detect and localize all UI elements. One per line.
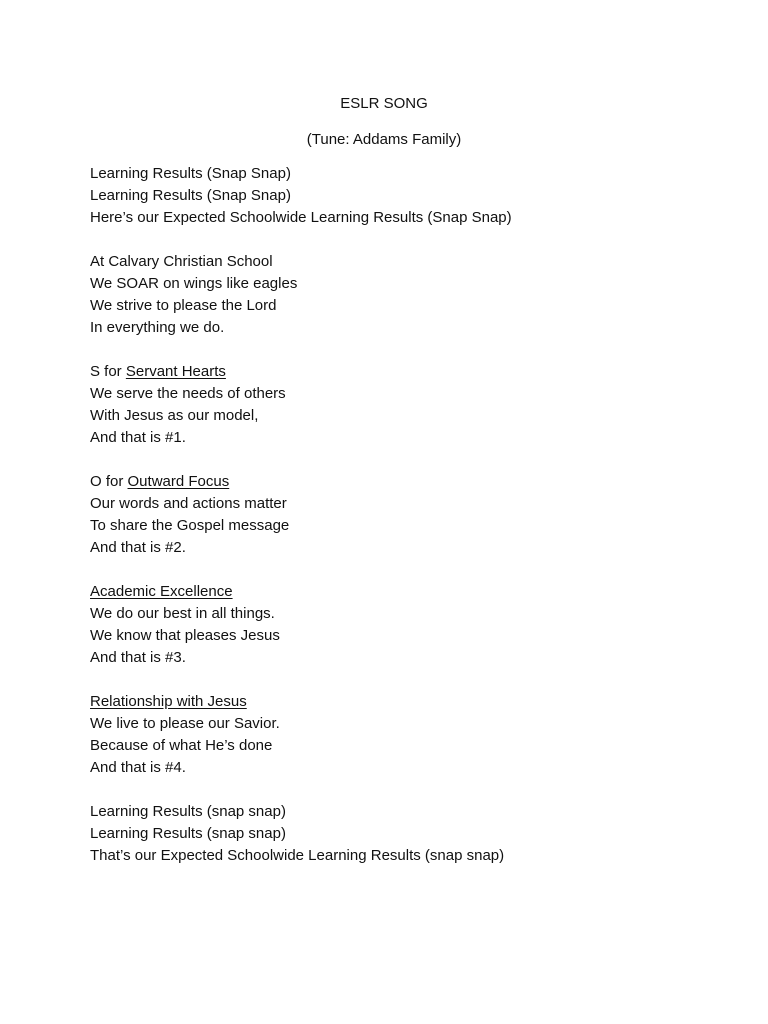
stanza-verse-1 [90, 251, 730, 339]
song-tune: (Tune: Addams Family) [306, 131, 462, 148]
lyric-line: And that is #3. [90, 649, 186, 666]
section-heading: Relationship with Jesus [90, 693, 247, 710]
stanza-outward-focus [90, 471, 730, 559]
stanza-academic-excellence [90, 581, 730, 669]
stanza-relationship-with-jesus [90, 691, 730, 779]
lyric-line: That’s our Expected Schoolwide Learning Results (snap snap) [90, 847, 505, 864]
song-title: ESLR SONG [340, 95, 428, 112]
section-heading-line [90, 361, 730, 383]
lyric-line: To share the Gospel message [90, 517, 290, 534]
lyric-line: We SOAR on wings like eagles [90, 275, 298, 292]
stanza-intro [90, 163, 730, 229]
lyric-line: And that is #1. [90, 429, 186, 446]
lyric-line: Our words and actions matter [90, 495, 287, 512]
section-heading: Servant Hearts [125, 363, 226, 380]
lyric-line: Learning Results (Snap Snap) [90, 165, 291, 182]
lyric-line: We strive to please the Lord [90, 297, 277, 314]
lyric-line: Learning Results (snap snap) [90, 803, 286, 820]
lyric-line: At Calvary Christian School [90, 253, 273, 270]
section-heading-line [90, 471, 730, 493]
stanza-outro [90, 801, 730, 867]
lyric-line: In everything we do. [90, 319, 225, 336]
section-heading: Academic Excellence [90, 583, 233, 600]
lyric-line: Here’s our Expected Schoolwide Learning Results (Snap Snap) [90, 209, 512, 226]
section-prefix: S for [90, 363, 126, 380]
lyric-line: Learning Results (snap snap) [90, 825, 286, 842]
lyric-line: We serve the needs of others [90, 385, 286, 402]
section-prefix: O for [90, 473, 128, 490]
lyric-line: We know that pleases Jesus [90, 627, 280, 644]
lyric-line: With Jesus as our model, [90, 407, 259, 424]
section-heading: Outward Focus [127, 473, 230, 490]
lyric-line: Learning Results (Snap Snap) [90, 187, 291, 204]
lyric-line: We do our best in all things. [90, 605, 275, 622]
stanza-servant-hearts [90, 361, 730, 449]
lyrics-body [90, 163, 730, 889]
lyric-line: And that is #4. [90, 759, 186, 776]
lyric-line: Because of what He’s done [90, 737, 273, 754]
lyric-line: And that is #2. [90, 539, 186, 556]
lyric-line: We live to please our Savior. [90, 715, 280, 732]
